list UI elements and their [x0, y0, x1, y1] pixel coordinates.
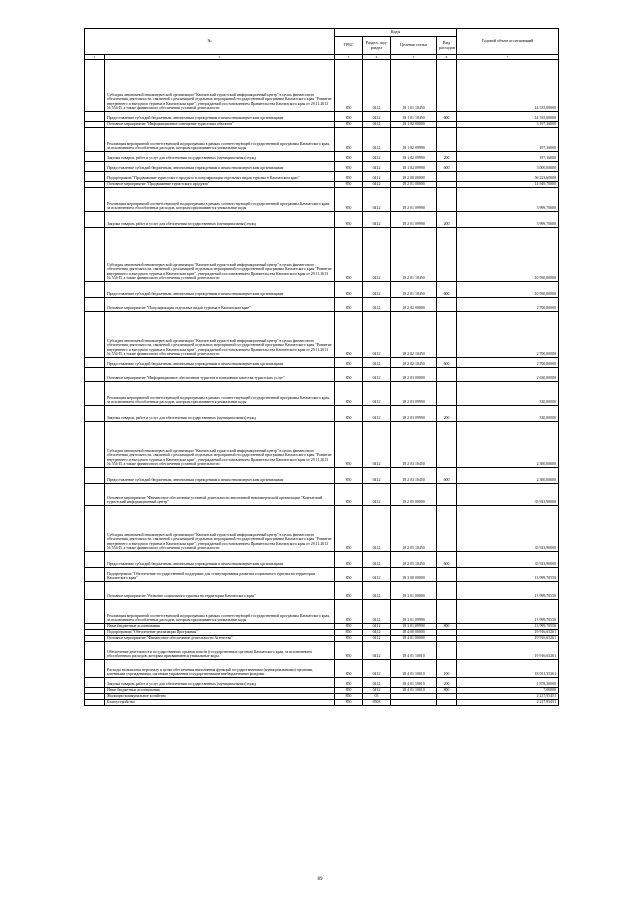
- amount-cell: 2 300,00000: [457, 468, 559, 484]
- target-article-cell: 18 1 02 09990: [391, 152, 437, 162]
- expense-type-cell: [437, 188, 457, 212]
- grbs-cell: 850: [335, 678, 363, 688]
- grbs-cell: 850: [335, 212, 363, 228]
- table-row: [85, 506, 559, 552]
- amount-cell: 19 916,65261: [457, 630, 559, 636]
- grbs-cell: 850: [335, 552, 363, 568]
- section-cell: 0412: [363, 152, 391, 162]
- grbs-cell: 850: [335, 152, 363, 162]
- expense-type-cell: 200: [437, 152, 457, 162]
- amount-cell: 330,00000: [457, 406, 559, 422]
- amount-cell: 2 217,95451: [457, 694, 559, 700]
- amount-cell: 3 999,70000: [457, 188, 559, 212]
- row-name-cell: Расходы на выплаты персоналу в целях обеспечения выполнения функций государственными (муниципальными) органами, казенными учреждениями, органами управления государственными внебюджетными фондами: [105, 660, 335, 678]
- target-article-cell: 18 2 02 00000: [391, 298, 437, 312]
- row-number-cell: [85, 128, 105, 152]
- target-article-cell: 18 3 01 09990: [391, 624, 437, 630]
- section-cell: 0412: [363, 162, 391, 172]
- budget-table: [84, 28, 559, 706]
- grbs-cell: 850: [335, 162, 363, 172]
- amount-cell: 3 999,70000: [457, 212, 559, 228]
- expense-type-cell: 600: [437, 358, 457, 368]
- section-cell: 0412: [363, 358, 391, 368]
- amount-cell: 7,00000: [457, 688, 559, 694]
- grbs-cell: 850: [335, 660, 363, 678]
- section-cell: 0412: [363, 468, 391, 484]
- amount-cell: 3 197,16000: [457, 122, 559, 128]
- section-cell: 0412: [363, 406, 391, 422]
- grbs-cell: 850: [335, 382, 363, 406]
- amount-cell: 197,16000: [457, 152, 559, 162]
- target-article-cell: 18 2 03 09990: [391, 382, 437, 406]
- section-cell: 0412: [363, 188, 391, 212]
- target-article-cell: 18 2 01 00000: [391, 182, 437, 188]
- target-article-cell: 18 4 00 00000: [391, 630, 437, 636]
- row-number-cell: [85, 152, 105, 162]
- header-number: №: [85, 29, 335, 55]
- target-article-cell: 18 4 01 00000: [391, 636, 437, 642]
- target-article-cell: 18 1 02 00000: [391, 122, 437, 128]
- row-name-cell: Реализация мероприятий соответствующей подпрограммы в рамках соответствующей государственной программы Камчатского края, за исключением обособленных расходов, которым присваиваются уникальные коды: [105, 188, 335, 212]
- target-article-cell: 18 2 01 09990: [391, 188, 437, 212]
- amount-cell: 35 923,90000: [457, 506, 559, 552]
- row-number-cell: [85, 568, 105, 582]
- row-name-cell: Предоставление субсидий бюджетным, автономным учреждениям и иным некоммерческим организациям: [105, 112, 335, 122]
- target-article-cell: 18 2 05 10450: [391, 552, 437, 568]
- header-grbs: ГРБС: [335, 37, 363, 55]
- target-article-cell: 18 4 01 10010: [391, 642, 437, 660]
- amount-cell: 14 949,70000: [457, 182, 559, 188]
- table-body: [85, 60, 559, 706]
- amount-cell: 197,16000: [457, 128, 559, 152]
- table-row: [85, 298, 559, 312]
- table-row: [85, 642, 559, 660]
- amount-cell: 330,00000: [457, 382, 559, 406]
- section-cell: 05: [363, 694, 391, 700]
- column-number: 4: [363, 55, 391, 60]
- section-cell: 0412: [363, 552, 391, 568]
- table-row: [85, 582, 559, 600]
- row-number-cell: [85, 282, 105, 298]
- amount-cell: 13 999,70550: [457, 624, 559, 630]
- grbs-cell: 850: [335, 484, 363, 506]
- grbs-cell: 850: [335, 188, 363, 212]
- row-name-cell: Основное мероприятие "Популяризация отдельных видов туризма в Камчатском крае": [105, 298, 335, 312]
- row-name-cell: Жилищно-коммунальное хозяйство: [105, 694, 335, 700]
- expense-type-cell: 800: [437, 688, 457, 694]
- expense-type-cell: [437, 506, 457, 552]
- expense-type-cell: 600: [437, 162, 457, 172]
- row-name-cell: Благоустройство: [105, 700, 335, 706]
- target-article-cell: 18 1 02 09990: [391, 128, 437, 152]
- section-cell: 0412: [363, 422, 391, 468]
- column-number: 1: [85, 55, 105, 60]
- table-row: [85, 552, 559, 568]
- section-cell: 0412: [363, 228, 391, 282]
- section-cell: 0412: [363, 128, 391, 152]
- section-cell: 0412: [363, 112, 391, 122]
- table-row: [85, 660, 559, 678]
- row-name-cell: Иные бюджетные ассигнования: [105, 624, 335, 630]
- table-row: [85, 188, 559, 212]
- row-name-cell: Основное мероприятие "Финансовое обеспечение деятельности Агентства": [105, 636, 335, 642]
- section-cell: 0412: [363, 642, 391, 660]
- row-name-cell: Подпрограмма "Продвижение туристского продукта и популяризация отдельных видов туризма в Камчатском крае": [105, 172, 335, 182]
- expense-type-cell: 200: [437, 678, 457, 688]
- row-name-cell: Закупка товаров, работ и услуг для обеспечения государственных (муниципальных) нужд: [105, 406, 335, 422]
- section-cell: 0412: [363, 688, 391, 694]
- section-cell: 0503: [363, 700, 391, 706]
- row-number-cell: [85, 700, 105, 706]
- target-article-cell: 18 2 03 10450: [391, 422, 437, 468]
- target-article-cell: 18 2 03 00000: [391, 368, 437, 382]
- target-article-cell: 18 4 01 10010: [391, 660, 437, 678]
- grbs-cell: 850: [335, 172, 363, 182]
- amount-cell: 1 878,30000: [457, 678, 559, 688]
- expense-type-cell: [437, 228, 457, 282]
- grbs-cell: 850: [335, 506, 363, 552]
- table-row: [85, 368, 559, 382]
- grbs-cell: 850: [335, 636, 363, 642]
- row-name-cell: Предоставление субсидий бюджетным, автономным учреждениям и иным некоммерческим организациям: [105, 552, 335, 568]
- row-number-cell: [85, 678, 105, 688]
- amount-cell: 13 999,70550: [457, 600, 559, 624]
- amount-cell: 2 700,00000: [457, 298, 559, 312]
- section-cell: 0412: [363, 582, 391, 600]
- row-name-cell: Предоставление субсидий бюджетным, автономным учреждениям и иным некоммерческим организациям: [105, 468, 335, 484]
- target-article-cell: 18 3 01 00000: [391, 582, 437, 600]
- row-name-cell: Основное мероприятие "Информационное освещение туристских объектов": [105, 122, 335, 128]
- column-number: 6: [437, 55, 457, 60]
- table-row: [85, 382, 559, 406]
- section-cell: 0412: [363, 368, 391, 382]
- target-article-cell: 18 2 03 10450: [391, 468, 437, 484]
- section-cell: 0412: [363, 660, 391, 678]
- table-row: [85, 128, 559, 152]
- expense-type-cell: [437, 600, 457, 624]
- row-name-cell: Обеспечение деятельности государственных органов власти (государственных органов) Камчатского края, за исключением обособленных расходов, которым присваиваются уникальные коды: [105, 642, 335, 660]
- amount-cell: 2 300,00000: [457, 422, 559, 468]
- target-article-cell: 18 4 01 10010: [391, 678, 437, 688]
- table-row: [85, 358, 559, 368]
- row-number-cell: [85, 358, 105, 368]
- grbs-cell: 850: [335, 182, 363, 188]
- expense-type-cell: [437, 642, 457, 660]
- table-row: [85, 422, 559, 468]
- section-cell: 0412: [363, 122, 391, 128]
- section-cell: 0412: [363, 298, 391, 312]
- amount-cell: 35 923,90000: [457, 552, 559, 568]
- expense-type-cell: 200: [437, 406, 457, 422]
- amount-cell: 14 535,00000: [457, 60, 559, 112]
- section-cell: 0412: [363, 182, 391, 188]
- row-number-cell: [85, 600, 105, 624]
- row-number-cell: [85, 368, 105, 382]
- row-name-cell: Предоставление субсидий бюджетным, автономным учреждениям и иным некоммерческим организациям: [105, 282, 335, 298]
- header-codes: Коды: [335, 29, 457, 37]
- target-article-cell: 18 2 00 00000: [391, 172, 437, 182]
- section-cell: 0412: [363, 600, 391, 624]
- amount-cell: 19 916,65261: [457, 636, 559, 642]
- amount-cell: 2 700,00000: [457, 358, 559, 368]
- row-number-cell: [85, 406, 105, 422]
- grbs-cell: 850: [335, 312, 363, 358]
- amount-cell: 18 031,35261: [457, 660, 559, 678]
- section-cell: 0412: [363, 568, 391, 582]
- row-name-cell: Основное мероприятие "Информационное обеспечение туристов и повышение качества туристских услуг": [105, 368, 335, 382]
- row-name-cell: Субсидия автономной некоммерческой организации "Камчатский туристский информационный центр" в целях финансового обеспечения деятельности, связанной с реализацией отдельных мероприятий государственной программы Камчатского края "Развитие внутреннего и въездного туризма в Камчатском крае", утверждаемой постановлением Правительства Камчатского края от 29.11.2013 № 554-П, а также финансового обеспечения уставной деятельности: [105, 506, 335, 552]
- row-number-cell: [85, 552, 105, 568]
- grbs-cell: 850: [335, 624, 363, 630]
- grbs-cell: 850: [335, 688, 363, 694]
- table-row: [85, 568, 559, 582]
- expense-type-cell: [437, 312, 457, 358]
- grbs-cell: 850: [335, 122, 363, 128]
- row-number-cell: [85, 162, 105, 172]
- expense-type-cell: 600: [437, 112, 457, 122]
- expense-type-cell: 800: [437, 624, 457, 630]
- row-number-cell: [85, 60, 105, 112]
- row-number-cell: [85, 188, 105, 212]
- row-number-cell: [85, 506, 105, 552]
- amount-cell: 3 000,00000: [457, 162, 559, 172]
- table-row: [85, 60, 559, 112]
- expense-type-cell: 100: [437, 660, 457, 678]
- section-cell: 0412: [363, 624, 391, 630]
- target-article-cell: [391, 700, 437, 706]
- grbs-cell: 850: [335, 406, 363, 422]
- grbs-cell: 850: [335, 582, 363, 600]
- grbs-cell: 850: [335, 468, 363, 484]
- grbs-cell: 850: [335, 700, 363, 706]
- amount-cell: 10 950,00000: [457, 228, 559, 282]
- table-row: [85, 212, 559, 228]
- grbs-cell: 850: [335, 642, 363, 660]
- row-name-cell: Основное мероприятие "Финансовое обеспечение уставной деятельности автономной некоммерческой организации "Камчатский туристский информационный центр": [105, 484, 335, 506]
- section-cell: 0412: [363, 382, 391, 406]
- expense-type-cell: [437, 582, 457, 600]
- target-article-cell: 18 2 03 09990: [391, 406, 437, 422]
- section-cell: 0412: [363, 506, 391, 552]
- amount-cell: 2 700,00000: [457, 312, 559, 358]
- expense-type-cell: [437, 60, 457, 112]
- section-cell: 0412: [363, 172, 391, 182]
- table-row: [85, 484, 559, 506]
- expense-type-cell: [437, 484, 457, 506]
- expense-type-cell: [437, 700, 457, 706]
- section-cell: 0412: [363, 678, 391, 688]
- grbs-cell: 850: [335, 128, 363, 152]
- amount-cell: 13 999,70550: [457, 568, 559, 582]
- header-section: Раздел, под-раздел: [363, 37, 391, 55]
- section-cell: 0412: [363, 484, 391, 506]
- amount-cell: 35 923,90000: [457, 484, 559, 506]
- column-number: 7: [457, 55, 559, 60]
- row-name-cell: Субсидия автономной некоммерческой организации "Камчатский туристский информационный центр" в целях финансового обеспечения деятельности, связанной с реализацией отдельных мероприятий государственной программы Камчатского края "Развитие внутреннего и въездного туризма в Камчатском крае", утверждаемой постановлением Правительства Камчатского края от 29.11.2013 № 554-П, а также финансового обеспечения уставной деятельности: [105, 312, 335, 358]
- target-article-cell: 18 2 01 10450: [391, 282, 437, 298]
- target-article-cell: 18 2 02 10450: [391, 358, 437, 368]
- row-name-cell: Закупка товаров, работ и услуг для обеспечения государственных (муниципальных) нужд: [105, 152, 335, 162]
- row-number-cell: [85, 212, 105, 228]
- grbs-cell: 850: [335, 60, 363, 112]
- expense-type-cell: [437, 172, 457, 182]
- row-name-cell: Реализация мероприятий соответствующей подпрограммы в рамках соответствующей государственной программы Камчатского края, за исключением обособленных расходов, которым присваиваются уникальные коды: [105, 382, 335, 406]
- row-number-cell: [85, 312, 105, 358]
- section-cell: 0412: [363, 212, 391, 228]
- row-number-cell: [85, 422, 105, 468]
- amount-cell: 2 630,00000: [457, 368, 559, 382]
- amount-cell: 14 535,00000: [457, 112, 559, 122]
- row-name-cell: Закупка товаров, работ и услуг для обеспечения государственных (муниципальных) нужд: [105, 678, 335, 688]
- row-name-cell: Реализация мероприятий соответствующей подпрограммы в рамках соответствующей государственной программы Камчатского края, за исключением обособленных расходов, которым присваиваются уникальные коды: [105, 128, 335, 152]
- row-name-cell: Закупка товаров, работ и услуг для обеспечения государственных (муниципальных) нужд: [105, 212, 335, 228]
- column-number: 3: [335, 55, 363, 60]
- table-row: [85, 228, 559, 282]
- expense-type-cell: 600: [437, 552, 457, 568]
- table-row: [85, 468, 559, 484]
- amount-cell: 2 217,95451: [457, 700, 559, 706]
- amount-cell: 10 950,00000: [457, 282, 559, 298]
- row-name-cell: Субсидия автономной некоммерческой организации "Камчатский туристский информационный центр" в целях финансового обеспечения деятельности, связанной с реализацией отдельных мероприятий государственной программы Камчатского края "Развитие внутреннего и въездного туризма в Камчатском крае", утверждаемой постановлением Правительства Камчатского края от 29.11.2013 № 554-П, а также финансового обеспечения уставной деятельности: [105, 60, 335, 112]
- table-row: [85, 162, 559, 172]
- target-article-cell: 18 1 01 10450: [391, 112, 437, 122]
- table-row: [85, 406, 559, 422]
- header-annual-amount: Годовой объем ассигнований: [457, 29, 559, 55]
- section-cell: 0412: [363, 312, 391, 358]
- table-row: [85, 152, 559, 162]
- page-number: 89: [317, 877, 323, 882]
- expense-type-cell: [437, 368, 457, 382]
- table-row: [85, 282, 559, 298]
- row-number-cell: [85, 172, 105, 182]
- table-row: [85, 312, 559, 358]
- header-expense-type: Вид расходов: [437, 37, 457, 55]
- row-number-cell: [85, 298, 105, 312]
- amount-cell: 56 223,60000: [457, 172, 559, 182]
- target-article-cell: 18 3 01 09990: [391, 600, 437, 624]
- row-number-cell: [85, 642, 105, 660]
- grbs-cell: 850: [335, 368, 363, 382]
- column-number: 2: [105, 55, 335, 60]
- expense-type-cell: [437, 382, 457, 406]
- grbs-cell: 850: [335, 282, 363, 298]
- expense-type-cell: [437, 568, 457, 582]
- amount-cell: 19 916,65261: [457, 642, 559, 660]
- row-number-cell: [85, 382, 105, 406]
- grbs-cell: 850: [335, 228, 363, 282]
- target-article-cell: 18 2 05 00000: [391, 484, 437, 506]
- row-name-cell: Предоставление субсидий бюджетным, автономным учреждениям и иным некоммерческим организациям: [105, 162, 335, 172]
- table-row: [85, 700, 559, 706]
- table-row: [85, 172, 559, 182]
- target-article-cell: 18 2 01 09990: [391, 212, 437, 228]
- row-number-cell: [85, 468, 105, 484]
- row-name-cell: Подпрограмма "Обеспечение реализации Программы": [105, 630, 335, 636]
- table-row: [85, 678, 559, 688]
- row-number-cell: [85, 112, 105, 122]
- grbs-cell: 850: [335, 422, 363, 468]
- row-name-cell: Иные бюджетные ассигнования: [105, 688, 335, 694]
- expense-type-cell: [437, 422, 457, 468]
- header-target-article: Целевая статья: [391, 37, 437, 55]
- row-number-cell: [85, 660, 105, 678]
- row-number-cell: [85, 484, 105, 506]
- target-article-cell: 18 2 01 10450: [391, 228, 437, 282]
- row-name-cell: Основное мероприятие "Развитие социального туризма на территории Камчатского края": [105, 582, 335, 600]
- row-number-cell: [85, 582, 105, 600]
- section-cell: 0412: [363, 60, 391, 112]
- expense-type-cell: 600: [437, 282, 457, 298]
- row-number-cell: [85, 228, 105, 282]
- target-article-cell: 18 3 00 00000: [391, 568, 437, 582]
- row-name-cell: Подпрограмма "Обеспечение государственной поддержки для стимулирования развития социального туризма на территории Камчатского края": [105, 568, 335, 582]
- table-row: [85, 600, 559, 624]
- row-name-cell: Субсидия автономной некоммерческой организации "Камчатский туристский информационный центр" в целях финансового обеспечения деятельности, связанной с реализацией отдельных мероприятий государственной программы Камчатского края "Развитие внутреннего и въездного туризма в Камчатском крае", утверждаемой постановлением Правительства Камчатского края от 29.11.2013 № 554-П, а также финансового обеспечения уставной деятельности: [105, 228, 335, 282]
- grbs-cell: 850: [335, 630, 363, 636]
- section-cell: 0412: [363, 636, 391, 642]
- row-name-cell: Реализация мероприятий соответствующей подпрограммы в рамках соответствующей государственной программы Камчатского края, за исключением обособленных расходов, которым присваиваются уникальные коды: [105, 600, 335, 624]
- grbs-cell: 850: [335, 298, 363, 312]
- section-cell: 0412: [363, 282, 391, 298]
- grbs-cell: 850: [335, 568, 363, 582]
- grbs-cell: 850: [335, 694, 363, 700]
- row-name-cell: Основное мероприятие "Продвижение туристского продукта": [105, 182, 335, 188]
- target-article-cell: 18 2 05 10450: [391, 506, 437, 552]
- section-cell: 0412: [363, 630, 391, 636]
- column-number: 5: [391, 55, 437, 60]
- target-article-cell: 18 2 02 10450: [391, 312, 437, 358]
- expense-type-cell: [437, 298, 457, 312]
- table-row: [85, 112, 559, 122]
- amount-cell: 13 999,70550: [457, 582, 559, 600]
- row-name-cell: Предоставление субсидий бюджетным, автономным учреждениям и иным некоммерческим организациям: [105, 358, 335, 368]
- expense-type-cell: [437, 128, 457, 152]
- target-article-cell: 18 4 01 10010: [391, 688, 437, 694]
- expense-type-cell: 200: [437, 212, 457, 228]
- grbs-cell: 850: [335, 600, 363, 624]
- grbs-cell: 850: [335, 112, 363, 122]
- target-article-cell: 18 1 01 10450: [391, 60, 437, 112]
- target-article-cell: 18 1 02 09990: [391, 162, 437, 172]
- row-name-cell: Субсидия автономной некоммерческой организации "Камчатский туристский информационный центр" в целях финансового обеспечения деятельности, связанной с реализацией отдельных мероприятий государственной программы Камчатского края "Развитие внутреннего и въездного туризма в Камчатском крае", утверждаемой постановлением Правительства Камчатского края от 29.11.2013 № 554-П, а также финансового обеспечения уставной деятельности: [105, 422, 335, 468]
- expense-type-cell: 600: [437, 468, 457, 484]
- grbs-cell: 850: [335, 358, 363, 368]
